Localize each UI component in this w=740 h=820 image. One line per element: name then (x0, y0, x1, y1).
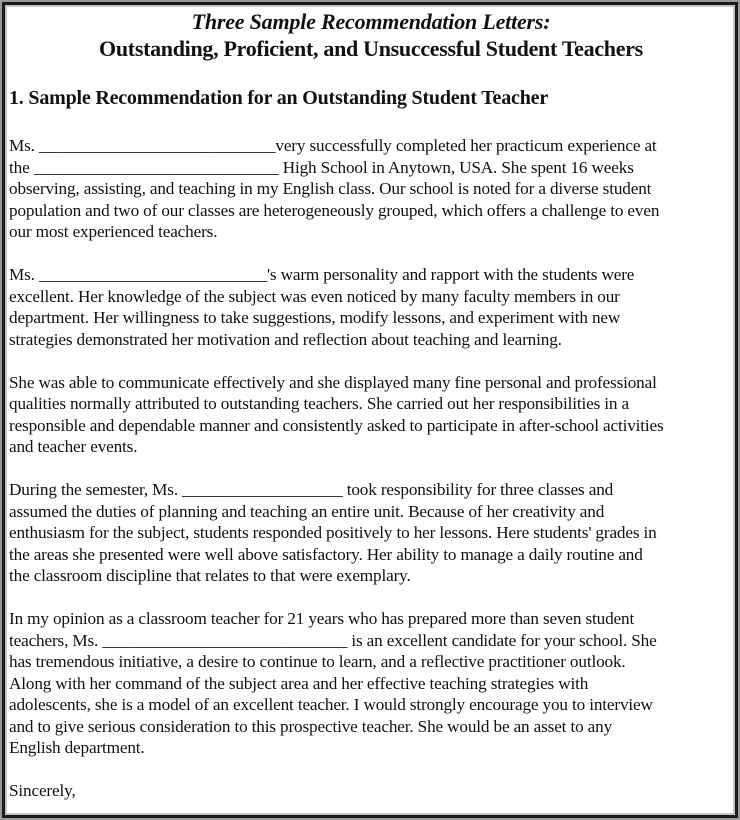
document-body (9, 7, 733, 813)
page-content-area (5, 5, 735, 815)
document-title-subtitle: Outstanding, Proficient, and Unsuccessful Student Teachers (99, 36, 643, 61)
text-line: responsible and dependable manner and consistently asked to participate in after-school activities (9, 415, 664, 435)
text-line: teachers, Ms. _____________________________ is an excellent candidate for your school. She (9, 630, 657, 650)
text-line: She was able to communicate effectively and she displayed many fine personal and professional (9, 372, 657, 392)
closing-salutation (9, 780, 733, 802)
text-line: In my opinion as a classroom teacher for 21 years who has prepared more than seven student (9, 609, 635, 628)
text-line: and teacher events. (9, 437, 138, 456)
text-line: our most experienced teachers. (9, 222, 218, 241)
paragraph-personality (9, 264, 733, 350)
text-line: English department. (9, 738, 145, 757)
text-line: observing, assisting, and teaching in my English class. Our school is noted for a diverse student (9, 179, 652, 198)
text-line: During the semester, Ms. ___________________ took responsibility for three classes and (9, 480, 614, 499)
text-line: qualities normally attributed to outstanding teachers. She carried out her responsibilities in a (9, 394, 629, 413)
text-line: assumed the duties of planning and teaching an entire unit. Because of her creativity and (9, 501, 605, 521)
text-line: the _____________________________ High School in Anytown, USA. She spent 16 weeks (9, 157, 634, 177)
text-line: enthusiasm for the subject, students responded positively to her lessons. Here students' grades in (9, 523, 657, 542)
text-line: excellent. Her knowledge of the subject was even noticed by many faculty members in our (9, 286, 620, 306)
text-line: the classroom discipline that relates to that were exemplary. (9, 566, 411, 585)
section-heading: 1. Sample Recommendation for an Outstanding Student Teacher (9, 87, 548, 109)
text-line: adolescents, she is a model of an excellent teacher. I would strongly encourage you to interview (9, 695, 653, 714)
text-line: the areas she presented were well above satisfactory. Her ability to manage a daily routine and (9, 544, 643, 564)
paragraph-practicum (9, 135, 733, 243)
text-line: population and two of our classes are heterogeneously grouped, which offers a challenge to even (9, 200, 660, 220)
text-line: and to give serious consideration to this prospective teacher. She would be an asset to any (9, 716, 613, 736)
paragraph-opinion (9, 608, 733, 759)
text-line: Ms. ____________________________very successfully completed her practicum experience at (9, 136, 657, 155)
text-line: department. Her willingness to take suggestions, modify lessons, and experiment with new (9, 308, 621, 327)
document-title-italic: Three Sample Recommendation Letters: (191, 9, 551, 34)
text-line: strategies demonstrated her motivation and reflection about teaching and learning. (9, 329, 562, 349)
closing-text: Sincerely, (9, 781, 76, 800)
paragraph-semester (9, 479, 733, 587)
text-line: Ms. ___________________________'s warm personality and rapport with the students were (9, 265, 635, 284)
text-line: has tremendous initiative, a desire to continue to learn, and a reflective practitioner outlook. (9, 652, 626, 671)
text-line: Along with her command of the subject area and her effective teaching strategies with (9, 673, 589, 693)
paragraph-communication (9, 372, 733, 458)
